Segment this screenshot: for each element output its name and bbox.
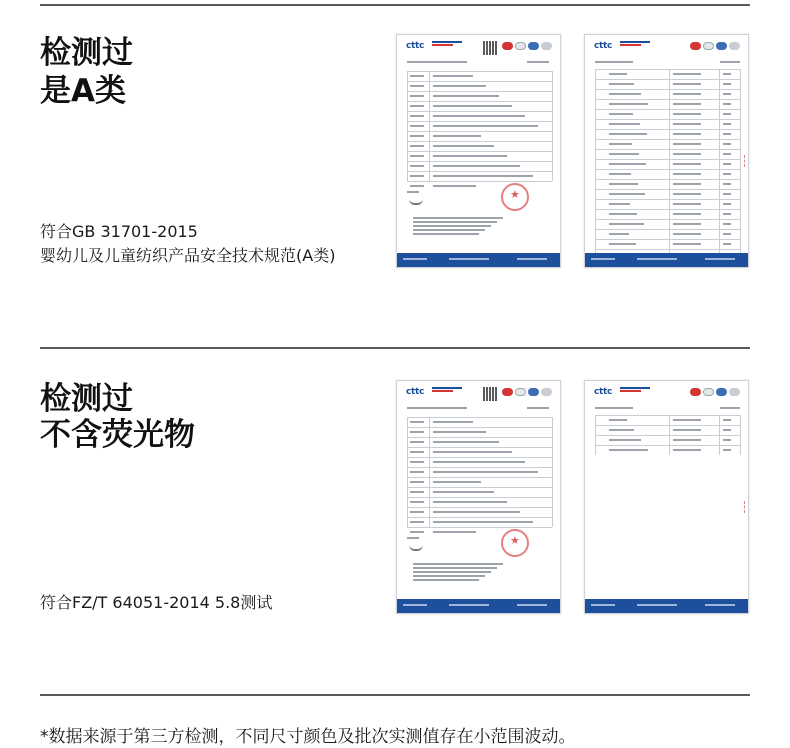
footer-text (517, 604, 547, 606)
table-label-text (410, 155, 424, 157)
table-value-text (433, 85, 486, 87)
section-1-standard-desc: 婴幼儿及儿童纺织产品安全技术规范(A类) (40, 246, 336, 265)
note-text (413, 567, 497, 569)
report-page-1a (396, 34, 561, 268)
note-text (413, 221, 497, 223)
remark-text (407, 191, 419, 193)
table-label-text (410, 471, 424, 473)
footer-text (705, 604, 735, 606)
table-value-text (433, 531, 476, 533)
table-label-text (410, 441, 424, 443)
edge-stamp-mark (744, 155, 748, 167)
accreditation-mark-icon (515, 388, 526, 396)
table-value-text (433, 125, 538, 127)
report-footer-bar (585, 599, 748, 613)
table-rule (407, 527, 552, 528)
report-logo: cttc (406, 387, 425, 397)
table-col-border (669, 69, 670, 268)
section-2-title-line-2: 不含荧光物 (40, 417, 195, 453)
table-label-text (410, 451, 424, 453)
table-result-text (723, 223, 731, 225)
table-value-text (433, 155, 507, 157)
table-method-text (673, 123, 701, 125)
table-label-text (410, 511, 424, 513)
table-result-text (723, 143, 731, 145)
report-page-text (720, 407, 740, 409)
table-col-border (669, 415, 670, 455)
accreditation-mark-icon (528, 388, 539, 396)
table-result-text (723, 163, 731, 165)
report-number-text (595, 61, 633, 63)
table-label-text (410, 185, 424, 187)
table-result-text (723, 133, 731, 135)
table-result-text (723, 123, 731, 125)
table-value-text (433, 105, 512, 107)
qr-code (483, 41, 497, 55)
report-page-text (527, 61, 549, 63)
table-item-text (609, 193, 645, 195)
table-method-text (673, 73, 701, 75)
table-right-border (740, 415, 741, 455)
table-left-border (595, 415, 596, 455)
report-page-2b (584, 380, 749, 614)
table-label-text (410, 95, 424, 97)
table-right-border (740, 69, 741, 268)
table-result-text (723, 113, 731, 115)
table-method-text (673, 143, 701, 145)
accreditation-mark-icon (690, 388, 701, 396)
table-item-text (609, 173, 631, 175)
table-result-text (723, 183, 731, 185)
table-method-text (673, 153, 701, 155)
note-text (413, 579, 479, 581)
accreditation-mark-icon (515, 42, 526, 50)
note-text (413, 571, 491, 573)
note-text (413, 225, 491, 227)
table-value-text (433, 441, 499, 443)
report-logo: cttc (406, 41, 425, 51)
accreditation-mark-icon (502, 388, 513, 396)
signature-mark (409, 199, 423, 205)
table-result-text (723, 449, 731, 451)
table-label-text (410, 531, 424, 533)
table-item-text (609, 183, 638, 185)
table-method-text (673, 93, 701, 95)
table-method-text (673, 173, 701, 175)
table-label-text (410, 491, 424, 493)
footnote: *数据来源于第三方检测，不同尺寸颜色及批次实测值存在小范围波动。 (40, 727, 576, 747)
table-result-text (723, 203, 731, 205)
footer-text (637, 258, 677, 260)
table-value-text (433, 421, 473, 423)
report-logo-subtitle (432, 387, 462, 395)
section-divider (40, 347, 750, 349)
table-right-border (552, 71, 553, 181)
accreditation-marks (690, 388, 740, 396)
note-text (413, 217, 503, 219)
table-left-border (407, 71, 408, 181)
table-label-text (410, 501, 424, 503)
table-label-text (410, 481, 424, 483)
section-1-title-line-2: 是A类 (40, 73, 126, 109)
note-text (413, 229, 485, 231)
table-value-text (433, 75, 473, 77)
report-page-2a (396, 380, 561, 614)
footer-text (403, 604, 427, 606)
table-value-text (433, 451, 512, 453)
table-method-text (673, 243, 701, 245)
table-method-text (673, 83, 701, 85)
table-value-text (433, 95, 499, 97)
table-result-text (723, 429, 731, 431)
footer-text (591, 604, 615, 606)
bottom-divider (40, 694, 750, 696)
table-left-border (595, 69, 596, 268)
accreditation-mark-icon (528, 42, 539, 50)
report-logo: cttc (594, 41, 613, 51)
table-result-text (723, 153, 731, 155)
table-item-text (609, 123, 640, 125)
top-divider (40, 4, 750, 6)
section-1-title-line-1: 检测过 (40, 35, 133, 71)
table-value-text (433, 491, 494, 493)
table-value-text (433, 501, 507, 503)
table-label-text (410, 461, 424, 463)
table-method-text (673, 223, 701, 225)
table-label-text (410, 125, 424, 127)
accreditation-mark-icon (703, 42, 714, 50)
table-col-border (429, 417, 430, 527)
table-value-text (433, 481, 481, 483)
table-rule (407, 181, 552, 182)
section-1-standard: 符合GB 31701-2015 (40, 222, 198, 241)
accreditation-mark-icon (690, 42, 701, 50)
table-item-text (609, 73, 627, 75)
table-label-text (410, 115, 424, 117)
report-number-text (595, 407, 633, 409)
footer-text (449, 258, 489, 260)
table-value-text (433, 165, 520, 167)
accreditation-mark-icon (729, 42, 740, 50)
table-left-border (407, 417, 408, 527)
table-method-text (673, 103, 701, 105)
report-footer-bar (397, 599, 560, 613)
table-value-text (433, 135, 481, 137)
table-method-text (673, 113, 701, 115)
accreditation-mark-icon (541, 388, 552, 396)
table-label-text (410, 135, 424, 137)
table-method-text (673, 419, 701, 421)
table-item-text (609, 243, 636, 245)
table-result-text (723, 173, 731, 175)
section-2-standard: 符合FZ/T 64051-2014 5.8测试 (40, 593, 273, 612)
table-item-text (609, 223, 644, 225)
note-text (413, 563, 503, 565)
table-method-text (673, 439, 701, 441)
official-seal-icon (501, 183, 529, 211)
accreditation-mark-icon (716, 388, 727, 396)
table-value-text (433, 521, 533, 523)
table-item-text (609, 113, 633, 115)
table-value-text (433, 175, 533, 177)
note-text (413, 233, 479, 235)
footer-text (591, 258, 615, 260)
table-method-text (673, 183, 701, 185)
report-page-text (720, 61, 740, 63)
accreditation-marks (502, 388, 552, 396)
table-result-text (723, 93, 731, 95)
table-value-text (433, 145, 494, 147)
table-item-text (609, 203, 630, 205)
table-item-text (609, 429, 634, 431)
table-method-text (673, 429, 701, 431)
section-2-title-line-1: 检测过 (40, 381, 133, 417)
table-label-text (410, 165, 424, 167)
table-result-text (723, 103, 731, 105)
table-col-border (429, 71, 430, 181)
table-col-border (719, 69, 720, 268)
footer-text (517, 258, 547, 260)
table-value-text (433, 471, 538, 473)
report-logo-subtitle (620, 41, 650, 49)
table-method-text (673, 163, 701, 165)
table-item-text (609, 163, 646, 165)
table-result-text (723, 439, 731, 441)
table-method-text (673, 233, 701, 235)
table-result-text (723, 243, 731, 245)
footer-text (449, 604, 489, 606)
table-label-text (410, 421, 424, 423)
report-footer-bar (397, 253, 560, 267)
table-label-text (410, 105, 424, 107)
table-result-text (723, 73, 731, 75)
table-item-text (609, 233, 629, 235)
report-number-text (407, 407, 467, 409)
note-text (413, 575, 485, 577)
table-label-text (410, 85, 424, 87)
remark-text (407, 537, 419, 539)
table-method-text (673, 449, 701, 451)
table-label-text (410, 521, 424, 523)
table-item-text (609, 83, 634, 85)
table-label-text (410, 431, 424, 433)
table-value-text (433, 115, 525, 117)
table-item-text (609, 213, 637, 215)
table-label-text (410, 145, 424, 147)
table-right-border (552, 417, 553, 527)
edge-stamp-mark (744, 501, 748, 513)
table-method-text (673, 193, 701, 195)
report-logo-subtitle (432, 41, 462, 49)
accreditation-mark-icon (729, 388, 740, 396)
table-item-text (609, 449, 648, 451)
accreditation-marks (502, 42, 552, 50)
official-seal-icon (501, 529, 529, 557)
table-item-text (609, 419, 627, 421)
qr-code (483, 387, 497, 401)
accreditation-marks (690, 42, 740, 50)
table-value-text (433, 461, 525, 463)
report-page-1b (584, 34, 749, 268)
report-logo-subtitle (620, 387, 650, 395)
table-result-text (723, 233, 731, 235)
table-col-border (719, 415, 720, 455)
table-method-text (673, 203, 701, 205)
table-result-text (723, 193, 731, 195)
table-method-text (673, 133, 701, 135)
table-item-text (609, 439, 641, 441)
table-item-text (609, 153, 639, 155)
table-item-text (609, 93, 641, 95)
signature-mark (409, 545, 423, 551)
table-value-text (433, 185, 476, 187)
footer-text (705, 258, 735, 260)
accreditation-mark-icon (716, 42, 727, 50)
table-result-text (723, 419, 731, 421)
table-value-text (433, 511, 520, 513)
table-item-text (609, 143, 632, 145)
accreditation-mark-icon (502, 42, 513, 50)
footer-text (403, 258, 427, 260)
report-number-text (407, 61, 467, 63)
report-page-text (527, 407, 549, 409)
table-item-text (609, 103, 648, 105)
table-item-text (609, 133, 647, 135)
table-method-text (673, 213, 701, 215)
table-label-text (410, 75, 424, 77)
accreditation-mark-icon (541, 42, 552, 50)
report-logo: cttc (594, 387, 613, 397)
table-label-text (410, 175, 424, 177)
table-value-text (433, 431, 486, 433)
report-footer-bar (585, 253, 748, 267)
table-result-text (723, 213, 731, 215)
accreditation-mark-icon (703, 388, 714, 396)
table-result-text (723, 83, 731, 85)
footer-text (637, 604, 677, 606)
